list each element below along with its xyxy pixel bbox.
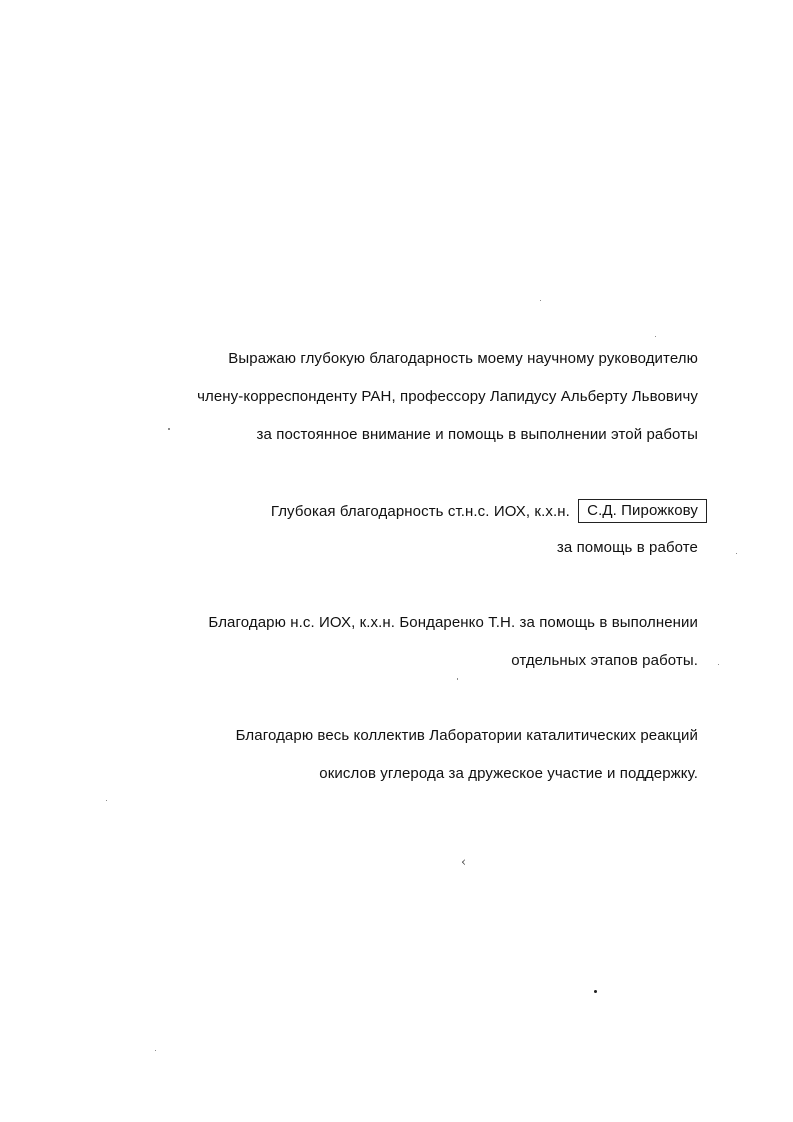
- ack-p3-line1: Благодарю н.с. ИОХ, к.х.н. Бондаренко Т.Н. за помощь в выполнении: [208, 614, 698, 631]
- scan-speck: [736, 553, 737, 554]
- scan-speck: [655, 336, 656, 337]
- ack-p1-line3: за постоянное внимание и помощь в выполнении этой работы: [256, 426, 698, 443]
- ack-p1-line1: Выражаю глубокую благодарность моему научному руководителю: [228, 350, 698, 367]
- ack-p2-prefix: Глубокая благодарность ст.н.с. ИОХ, к.х.н.: [270, 503, 570, 520]
- ack-p2-line2: за помощь в работе: [556, 539, 698, 556]
- ack-p4-line2: окислов углерода за дружеское участие и поддержку.: [319, 765, 698, 782]
- ack-p1-line2: члену-корреспонденту РАН, профессору Лапидусу Альберту Львовичу: [197, 388, 698, 405]
- ack-p2-boxed-name: С.Д. Пирожкову: [578, 499, 707, 523]
- scan-speck: [594, 990, 597, 993]
- scan-speck: [155, 1050, 156, 1051]
- ack-p4-line1: Благодарю весь коллектив Лаборатории каталитических реакций: [235, 727, 698, 744]
- scan-speck: [540, 300, 541, 301]
- scan-speck: [457, 678, 458, 680]
- scan-speck: [168, 428, 170, 430]
- ack-p3-line2: отдельных этапов работы.: [511, 652, 698, 669]
- scan-speck: [718, 664, 719, 665]
- ack-p2-line1: [271, 500, 707, 524]
- scan-speck: [106, 800, 107, 801]
- scan-mark-icon: ‹: [461, 855, 467, 870]
